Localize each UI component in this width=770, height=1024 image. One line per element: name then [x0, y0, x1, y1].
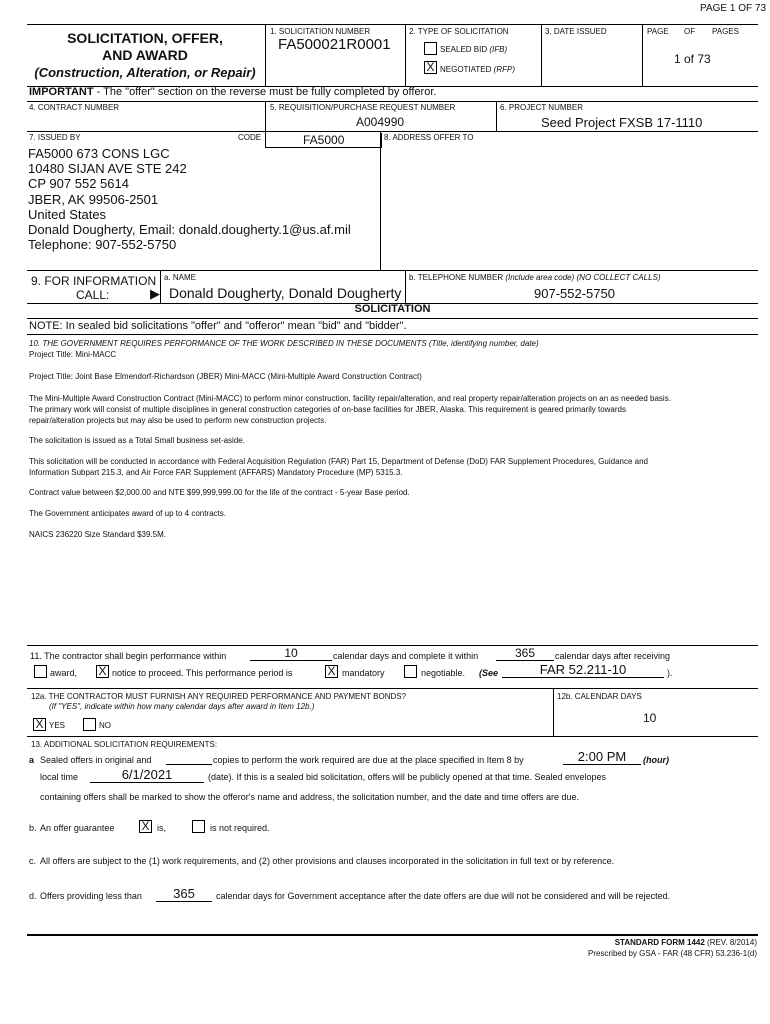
copies-field[interactable] — [166, 751, 212, 765]
acceptance-days-field[interactable]: 365 — [156, 886, 212, 902]
item-a-letter: a — [29, 755, 35, 765]
issuer-code-value[interactable]: FA5000 — [303, 133, 345, 147]
mandatory-label: mandatory — [342, 668, 385, 678]
title-line2: AND AWARD — [102, 47, 188, 63]
item-d-text-1: Offers providing less than — [40, 891, 142, 901]
solicitation-number-label: 1. SOLICITATION NUMBER — [270, 27, 371, 36]
guarantee-is-checkbox[interactable]: X — [139, 820, 152, 833]
work-description-paragraph: Project Title: Mini-MACC — [29, 350, 117, 359]
work-description-paragraph: This solicitation will be conducted in accordance with Federal Acquisition Regulation (FAR) Part 15, Department of Defense (DoD) FAR Supplement Procedures, Guidance and Information Subpart 215.3, and Air Force FAR Supplement (AFFARS) Mandatory Procedure (MP) 5315.3. — [29, 457, 648, 477]
solicitation-type-label: 2. TYPE OF SOLICITATION — [409, 27, 509, 36]
arrow-icon: ▶ — [150, 286, 160, 301]
page-label: PAGE — [647, 27, 669, 36]
work-description-paragraph: Contract value between $2,000.00 and NTE $99,999,999.00 for the life of the contract - 5-year Base period. — [29, 488, 410, 497]
date-issued-label: 3. DATE ISSUED — [545, 27, 607, 36]
item-d-letter: d. — [29, 891, 37, 901]
work-description-paragraph: The Mini-Multiple Award Construction Contract (Mini-MACC) to perform minor construction, facility repair/alteration, and real property repair/alteration projects on an as needed basis. The primary work will consist of multiple disciplines in general construction categories of on-base facilities for JBER, Alaska. This requirement is geared primarily towards repair/alteration projects but may also be used to perform new construction projects. — [29, 394, 671, 425]
code-label: CODE — [238, 133, 262, 142]
form-number: STANDARD FORM 1442 (REV. 8/2014) — [614, 938, 757, 947]
pages-value: 1 of 73 — [674, 52, 711, 66]
work-description-paragraph: The solicitation is issued as a Total Small business set-aside. — [29, 436, 245, 445]
bonds-hint: (If "YES", indicate within how many calendar days after award in Item 12b.) — [49, 702, 315, 711]
guarantee-not-checkbox[interactable] — [192, 820, 205, 833]
work-description-paragraph: Project Title: Joint Base Elmendorf-Richardson (JBER) Mini-MACC (Mini-Multiple Award Construction Contract) — [29, 372, 422, 381]
requisition-number-value[interactable]: A004990 — [356, 115, 405, 129]
contact-name-label: a. NAME — [164, 273, 197, 282]
notice-to-proceed-label: notice to proceed. This performance period is — [112, 668, 293, 678]
telephone-value[interactable]: 907-552-5750 — [534, 286, 615, 301]
page-number-label: PAGE 1 OF 73 — [700, 3, 766, 14]
work-description-label: 10. THE GOVERNMENT REQUIRES PERFORMANCE OF THE WORK DESCRIBED IN THESE DOCUMENTS (Title, identifying number, date) — [29, 339, 539, 348]
bonds-no-checkbox[interactable] — [83, 718, 96, 731]
item-c-letter: c. — [29, 856, 37, 866]
begin-days-field[interactable]: 10 — [250, 647, 332, 661]
see-reference-field[interactable]: FAR 52.211-10 — [502, 662, 664, 678]
award-checkbox[interactable] — [34, 665, 47, 678]
title-line3: (Construction, Alteration, or Repair) — [34, 65, 256, 80]
hour-label: (hour) — [643, 755, 669, 765]
contact-name-value[interactable]: Donald Dougherty, Donald Dougherty — [169, 285, 402, 301]
see-close: ). — [667, 668, 673, 678]
project-number-label: 6. PROJECT NUMBER — [500, 103, 583, 112]
item-b-letter: b. — [29, 823, 37, 833]
item-c-text: All offers are subject to the (1) work requirements, and (2) other provisions and clauses incorporated in the solicitation in full text or by reference. — [40, 856, 615, 866]
call-label: CALL: — [76, 288, 110, 302]
award-label: award, — [50, 668, 78, 678]
issuer-line: CP 907 552 5614 — [28, 176, 129, 192]
bonds-no-label: NO — [99, 721, 111, 730]
issuer-line: Telephone: 907-552-5750 — [28, 237, 177, 253]
mandatory-checkbox[interactable]: X — [325, 665, 338, 678]
negotiable-checkbox[interactable] — [404, 665, 417, 678]
of-label: OF — [684, 27, 696, 36]
address-offer-to-label: 8. ADDRESS OFFER TO — [384, 133, 474, 142]
telephone-label: b. TELEPHONE NUMBER (Include area code) (NO COLLECT CALLS) — [409, 273, 661, 282]
item-d-text-2: calendar days for Government acceptance after the date offers are due will not be considered and will be rejected. — [216, 891, 671, 901]
complete-days-field[interactable]: 365 — [496, 647, 554, 661]
item-a-text-3: (date). If this is a sealed bid solicitation, offers will be publicly opened at that time. Sealed envelopes — [208, 772, 607, 782]
for-information-label: 9. FOR INFORMATION — [31, 274, 157, 288]
due-date-field[interactable]: 6/1/2021 — [90, 767, 204, 783]
guarantee-is-label: is, — [157, 823, 166, 833]
form-title — [27, 30, 263, 82]
solicitation-number-value[interactable]: FA500021R0001 — [278, 36, 391, 53]
requisition-number-label: 5. REQUISITION/PURCHASE REQUEST NUMBER — [270, 103, 456, 112]
item-b-text: An offer guarantee — [40, 823, 115, 833]
performance-text-3: calendar days after receiving — [555, 651, 671, 661]
sealed-bid-note: NOTE: In sealed bid solicitations "offer" and "offeror" mean "bid" and "bidder". — [29, 320, 407, 332]
notice-to-proceed-checkbox[interactable]: X — [96, 665, 109, 678]
issuer-address — [28, 146, 351, 252]
local-time-label: local time — [40, 772, 79, 782]
calendar-days-value[interactable]: 10 — [643, 711, 657, 725]
work-description-paragraph: The Government anticipates award of up to 4 contracts. — [29, 509, 226, 518]
contract-number-label: 4. CONTRACT NUMBER — [29, 103, 120, 112]
negotiable-label: negotiable. — [421, 668, 466, 678]
guarantee-not-label: is not required. — [210, 823, 270, 833]
prescribed-by: Prescribed by GSA - FAR (48 CFR) 53.236-1(d) — [588, 949, 757, 958]
pages-label: PAGES — [712, 27, 739, 36]
performance-text-2: calendar days and complete it within — [333, 651, 479, 661]
bonds-yes-checkbox[interactable]: X — [33, 718, 46, 731]
issuer-line: FA5000 673 CONS LGC — [28, 146, 170, 161]
issuer-line: JBER, AK 99506-2501 — [28, 191, 159, 207]
bonds-yes-label: YES — [49, 721, 66, 730]
due-time-field[interactable]: 2:00 PM — [563, 749, 641, 765]
title-line1: SOLICITATION, OFFER, — [67, 30, 223, 46]
issuer-line: 10480 SIJAN AVE STE 242 — [28, 161, 187, 177]
see-label: (See — [479, 668, 499, 678]
sealed-bid-checkbox[interactable] — [424, 42, 437, 55]
calendar-days-label: 12b. CALENDAR DAYS — [557, 692, 642, 701]
bonds-label: 12a. THE CONTRACTOR MUST FURNISH ANY REQUIRED PERFORMANCE AND PAYMENT BONDS? — [31, 692, 407, 701]
form-footer — [588, 937, 757, 959]
important-note: IMPORTANT - The "offer" section on the reverse must be fully completed by offeror. — [29, 86, 437, 98]
item-a-text-1: Sealed offers in original and — [40, 755, 152, 765]
issuer-line: Donald Dougherty, Email: donald.dougherty.1@us.af.mil — [28, 222, 351, 238]
work-description-paragraph: NAICS 236220 Size Standard $39.5M. — [29, 530, 166, 539]
sealed-bid-label: SEALED BID (IFB) — [440, 45, 508, 54]
item-a-text-4: containing offers shall be marked to show the offeror's name and address, the solicitation number, and the date and time offers are due. — [40, 792, 580, 802]
issuer-line: United States — [28, 206, 107, 222]
negotiated-label: NEGOTIATED (RFP) — [440, 65, 515, 74]
item-a-text-2: copies to perform the work required are due at the place specified in Item 8 by — [213, 755, 524, 765]
issued-by-label: 7. ISSUED BY — [29, 133, 81, 142]
negotiated-checkbox[interactable]: X — [424, 61, 437, 74]
performance-text-1: 11. The contractor shall begin performance within — [30, 651, 227, 661]
additional-requirements-label: 13. ADDITIONAL SOLICITATION REQUIREMENTS: — [31, 740, 218, 749]
project-number-value[interactable]: Seed Project FXSB 17-1110 — [541, 115, 703, 130]
solicitation-section-header: SOLICITATION — [354, 303, 431, 315]
